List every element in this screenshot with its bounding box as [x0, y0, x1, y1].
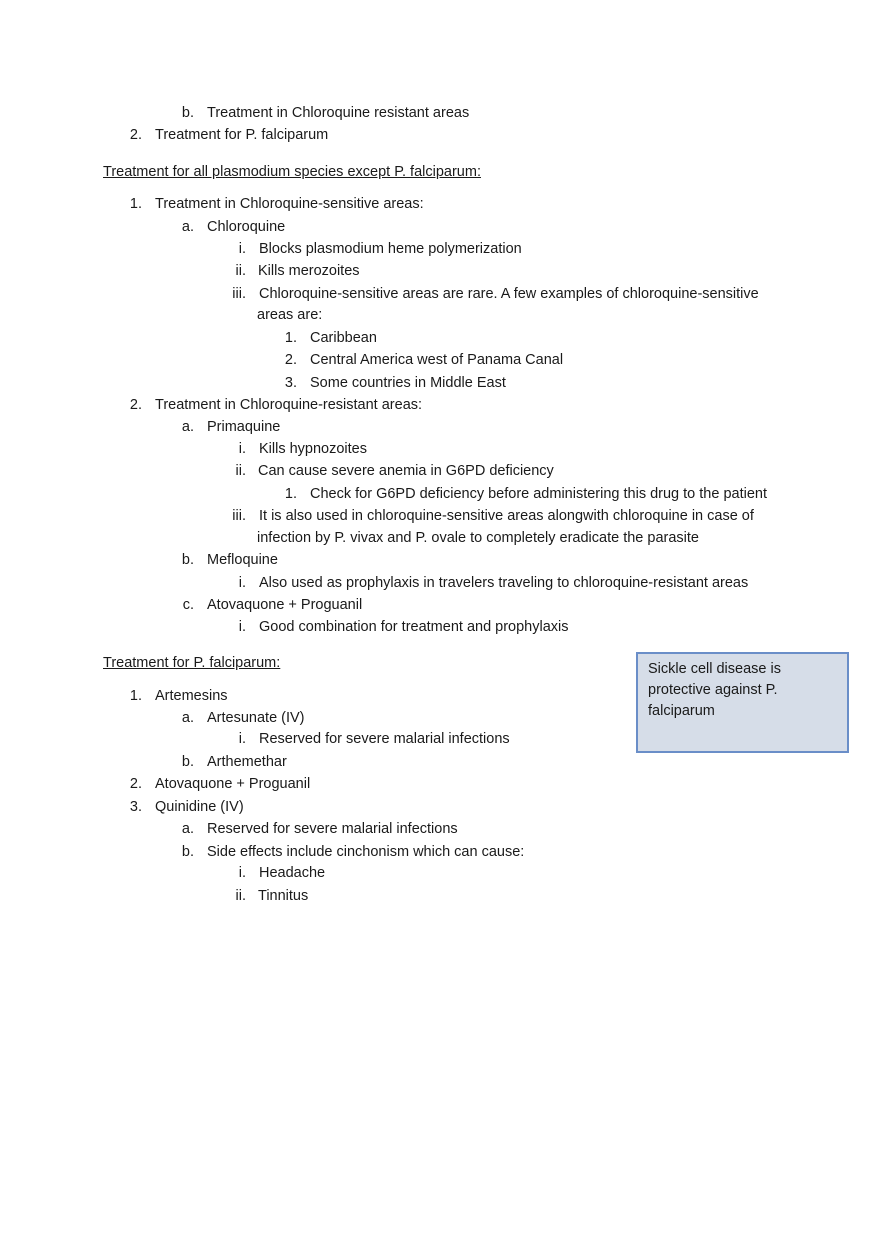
list-marker: iii.	[232, 286, 246, 302]
list-item: Also used as prophylaxis in travelers traveling to chloroquine-resistant areas	[259, 575, 749, 591]
list-marker: 2.	[129, 127, 142, 143]
list-item: Check for G6PD deficiency before administering this drug to the patient	[310, 486, 767, 502]
list-marker: ii.	[235, 888, 246, 904]
list-marker: 2.	[129, 397, 142, 413]
list-item: Central America west of Panama Canal	[310, 352, 564, 368]
list-marker: i.	[238, 575, 246, 591]
list-item: Arthemethar	[207, 754, 287, 770]
list-item: Reserved for severe malarial infections	[259, 731, 510, 747]
list-item: Kills hypnozoites	[259, 441, 367, 457]
list-item: Artemesins	[155, 688, 228, 704]
list-marker: 3.	[129, 799, 142, 815]
list-marker: i.	[238, 619, 246, 635]
list-item: Chloroquine	[207, 219, 286, 235]
list-item: Kills merozoites	[258, 263, 360, 279]
list-marker: i.	[238, 731, 246, 747]
list-marker: b.	[181, 552, 194, 568]
list-marker: b.	[181, 844, 194, 860]
section-heading: Treatment for P. falciparum:	[103, 655, 281, 671]
list-item: Reserved for severe malarial infections	[207, 821, 458, 837]
list-marker: ii.	[235, 263, 246, 279]
list-item: It is also used in chloroquine-sensitive areas alongwith chloroquine in case of	[259, 508, 754, 524]
list-marker: c.	[182, 597, 194, 613]
list-item: Quinidine (IV)	[155, 799, 244, 815]
list-item: Headache	[259, 865, 326, 881]
list-marker: 2.	[284, 352, 297, 368]
list-item: Some countries in Middle East	[310, 375, 506, 391]
list-marker: 3.	[284, 375, 297, 391]
list-item: Mefloquine	[207, 552, 278, 568]
list-marker: 1.	[129, 196, 142, 212]
list-item: Blocks plasmodium heme polymerization	[259, 241, 522, 257]
list-marker: iii.	[232, 508, 246, 524]
list-marker: i.	[238, 441, 246, 457]
list-item: Treatment for P. falciparum	[155, 127, 329, 143]
list-item-continuation: areas are:	[257, 307, 323, 323]
section-heading: Treatment for all plasmodium species except P. falciparum:	[103, 164, 481, 180]
list-item: Caribbean	[310, 330, 377, 346]
list-marker: ii.	[235, 463, 246, 479]
list-item: Atovaquone + Proguanil	[207, 597, 363, 613]
list-marker: b.	[181, 754, 194, 770]
list-item: Good combination for treatment and prophylaxis	[259, 619, 569, 635]
list-item: Artesunate (IV)	[207, 710, 305, 726]
list-marker: a.	[181, 821, 194, 837]
list-item: Tinnitus	[258, 888, 309, 904]
list-item: Treatment in Chloroquine resistant areas	[207, 105, 470, 121]
callout-text: Sickle cell disease is protective against P. falciparum	[648, 661, 781, 719]
list-item-continuation: infection by P. vivax and P. ovale to completely eradicate the parasite	[257, 530, 699, 546]
list-item: Primaquine	[207, 419, 281, 435]
list-item: Side effects include cinchonism which can cause:	[207, 844, 525, 860]
list-marker: 1.	[284, 486, 297, 502]
list-item: Treatment in Chloroquine-sensitive areas:	[155, 196, 424, 212]
list-item: Treatment in Chloroquine-resistant areas:	[155, 397, 423, 413]
list-item: Atovaquone + Proguanil	[155, 776, 311, 792]
list-item: Can cause severe anemia in G6PD deficiency	[258, 463, 554, 479]
list-marker: 1.	[129, 688, 142, 704]
list-marker: 2.	[129, 776, 142, 792]
list-item: Chloroquine-sensitive areas are rare. A few examples of chloroquine-sensitive	[259, 286, 759, 302]
list-marker: a.	[181, 419, 194, 435]
list-marker: i.	[238, 241, 246, 257]
list-marker: a.	[181, 219, 194, 235]
list-marker: i.	[238, 865, 246, 881]
list-marker: b.	[181, 105, 194, 121]
list-marker: 1.	[284, 330, 297, 346]
list-marker: a.	[181, 710, 194, 726]
callout-box	[636, 652, 849, 753]
